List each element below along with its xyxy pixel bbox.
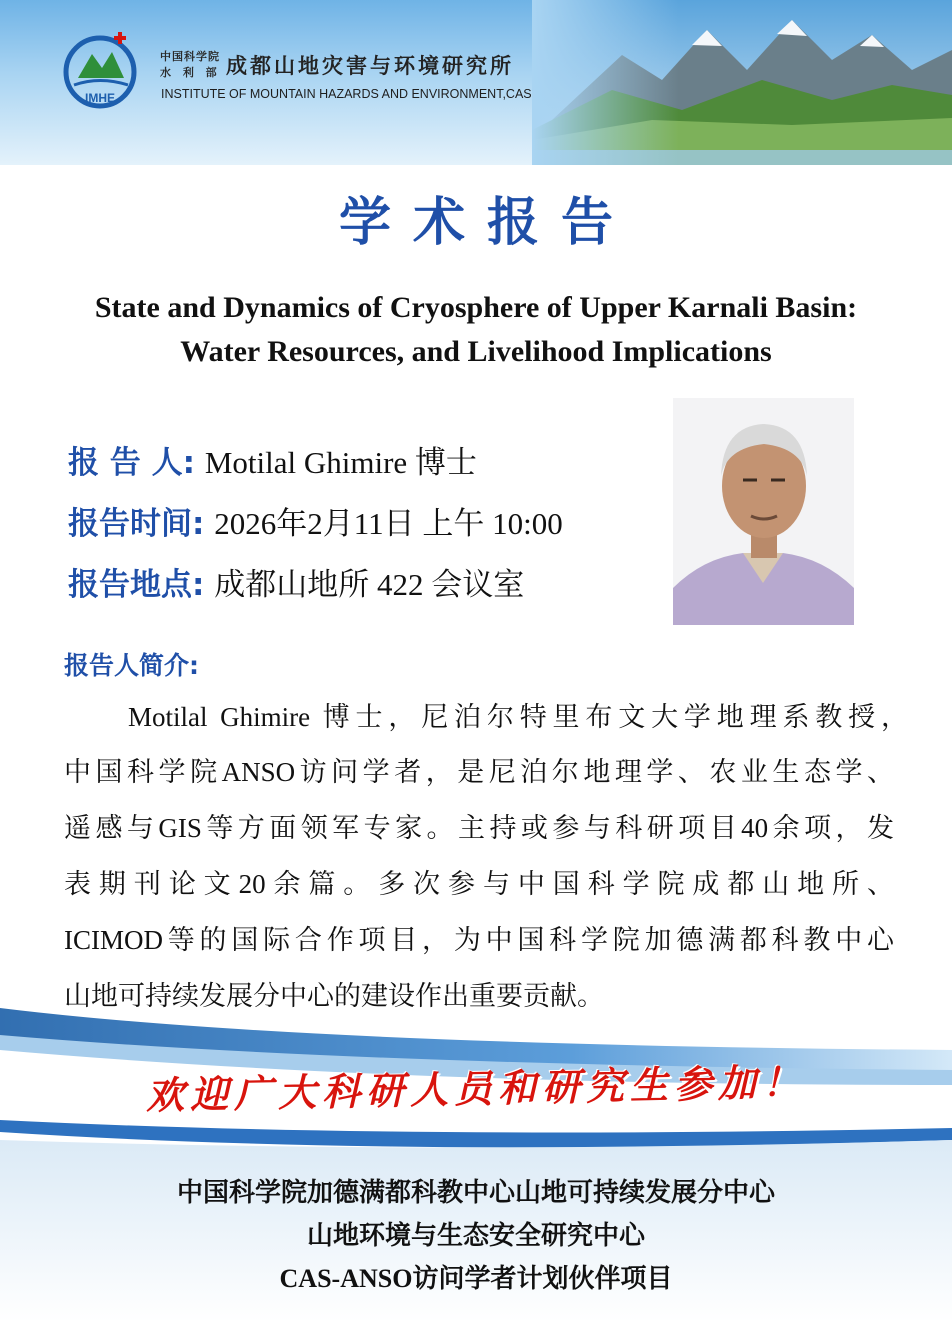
talk-title-line-2: Water Resources, and Livelihood Implications (180, 335, 772, 368)
place-row (68, 559, 524, 604)
place-value: 成都山地所 422 会议室 (214, 567, 525, 602)
speaker-label: 报 告 人: (68, 445, 195, 481)
bio-line-4: 表期刊论文20余篇。多次参与中国科学院成都山地所、 (64, 869, 894, 899)
talk-title (0, 286, 952, 374)
welcome-slogan: 欢迎广大科研人员和研究生参加！ (145, 1059, 807, 1118)
bio-line-1: Motilal Ghimire 博士，尼泊尔特里布文大学地理系教授， (128, 702, 908, 732)
institute-name-en: INSTITUTE OF MOUNTAIN HAZARDS AND ENVIRONMENT,CAS (161, 87, 532, 101)
institute-name-cn: 成都山地灾害与环境研究所 (226, 53, 514, 78)
mountain-landscape-image (532, 0, 952, 165)
time-label: 报告时间: (68, 506, 205, 542)
place-label: 报告地点: (68, 567, 205, 603)
speaker-photo (673, 398, 854, 625)
time-value: 2026年2月11日 上午 10:00 (214, 506, 563, 541)
organizer-line-2: 山地环境与生态安全研究中心 (306, 1221, 645, 1250)
talk-title-line-1: State and Dynamics of Cryosphere of Upper Karnali Basin: (94, 291, 858, 324)
org-mwr-label: 水 利 部 (160, 66, 221, 79)
bio-line-2: 中国科学院ANSO访问学者，是尼泊尔地理学、农业生态学、 (64, 757, 894, 787)
logo-text: IMHE (85, 91, 115, 105)
bio-heading: 报告人简介: (64, 651, 199, 680)
header-banner (0, 0, 952, 165)
speaker-value: Motilal Ghimire 博士 (204, 445, 477, 480)
organizer-line-1: 中国科学院加德满都科教中心山地可持续发展分中心 (176, 1178, 775, 1207)
time-row (68, 498, 563, 543)
page-title: 学术报告 (338, 192, 635, 253)
org-cas-label: 中国科学院 (160, 50, 220, 63)
imhe-logo (62, 30, 138, 110)
speaker-row (68, 437, 477, 482)
bio-line-5: ICIMOD等的国际合作项目，为中国科学院加德满都科教中心 (64, 925, 894, 955)
bio-line-3: 遥感与GIS等方面领军专家。主持或参与科研项目40余项，发 (64, 813, 894, 843)
organizer-line-3: CAS-ANSO访问学者计划伙伴项目 (279, 1264, 673, 1293)
bio-line-6: 山地可持续发展分中心的建设作出重要贡献。 (64, 981, 604, 1011)
